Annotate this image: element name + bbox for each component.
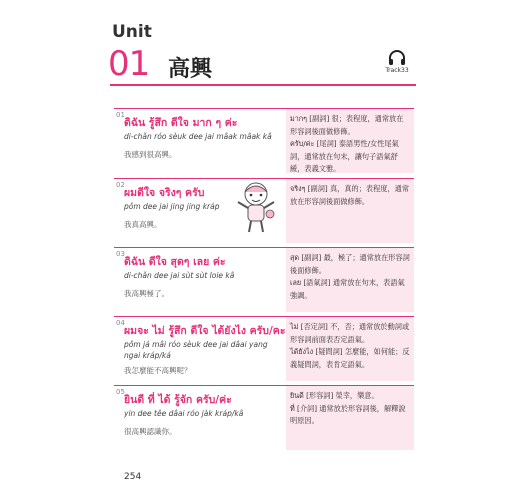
page-number: 254 bbox=[124, 472, 142, 482]
entry-number: 04 bbox=[116, 319, 125, 327]
chinese-translation: 我真高興。 bbox=[124, 220, 162, 229]
mascot-illustration bbox=[234, 180, 278, 234]
vocab-note: ครับ/ค่ะ [尾詞] 泰語男性/女性尾氣詞，通常放在句末，讓句子語氣舒緩，表義文雅。 bbox=[290, 139, 399, 173]
entry-number: 01 bbox=[116, 111, 125, 119]
vocab-notes bbox=[290, 321, 410, 371]
vocab-note: เลย [語氣詞] 通常放在句末，表語氣強調。 bbox=[290, 278, 405, 300]
header-rule bbox=[110, 84, 416, 86]
thai-sentence: ยินดี ที่ ได้ รู้จัก ครับ/ค่ะ bbox=[124, 394, 232, 406]
thai-sentence: ดิฉัน ดีใจ สุดๆ เลย ค่ะ bbox=[124, 256, 226, 268]
vocab-note: มากๆ [副詞] 很；表程度，通常放在形容詞後面做修飾。 bbox=[290, 114, 404, 136]
vocab-note: ไม่ [否定詞] 不，否；通常放於動詞或形容詞前面表否定語氣。 bbox=[290, 322, 410, 344]
vocab-note: ได้ยังไง [疑問詞] 怎麼能，如何能；反義疑問詞，表肯定語氣。 bbox=[290, 347, 410, 369]
thai-sentence: ผมจะ ไม่ รู้สึก ดีใจ ได้ยังไง ครับ/คะ bbox=[124, 325, 286, 337]
chinese-translation: 我怎麼能不高興呢？ bbox=[124, 366, 192, 375]
romanization: pǒm dee jai jing jing kráp bbox=[124, 202, 220, 211]
entry-04 bbox=[114, 316, 414, 381]
romanization: pǒm já mâi róo sèuk dee jai dâai yang ngai kráp/ká bbox=[124, 340, 268, 360]
vocab-note: ยินดี [形容詞] 榮幸，樂意。 bbox=[290, 391, 379, 400]
headphones-icon bbox=[388, 50, 406, 66]
chinese-translation: 我感到很高興。 bbox=[124, 150, 177, 159]
vocab-note: จริงๆ [副詞] 真，真的；表程度，通常放在形容詞後面做修飾。 bbox=[290, 184, 410, 206]
vocab-note: สุด [副詞] 最，極了；通常放在形容詞後面修飾。 bbox=[290, 253, 410, 275]
entry-number: 05 bbox=[116, 388, 125, 396]
chinese-translation: 我高興極了。 bbox=[124, 289, 169, 298]
entry-05 bbox=[114, 385, 414, 450]
entry-01 bbox=[114, 108, 414, 173]
vocab-note: ที่ [介詞] 通常放於形容詞後，解釋說明原因。 bbox=[290, 403, 406, 425]
unit-number: 01 bbox=[108, 44, 150, 84]
entry-number: 02 bbox=[116, 181, 125, 189]
vocab-notes bbox=[290, 113, 410, 176]
romanization: di-chǎn róo sèuk dee jai mâak mâak kâ bbox=[124, 132, 272, 141]
unit-label: Unit bbox=[112, 22, 152, 42]
romanization: yin dee têe dâai róo jàk kráp/kâ bbox=[124, 409, 244, 418]
thai-sentence: ผมดีใจ จริงๆ ครับ bbox=[124, 187, 205, 199]
entry-number: 03 bbox=[116, 250, 125, 258]
unit-title: 高興 bbox=[168, 57, 213, 82]
thai-sentence: ดิฉัน รู้สึก ดีใจ มาก ๆ ค่ะ bbox=[124, 117, 238, 129]
vocab-notes bbox=[290, 252, 410, 302]
vocab-notes bbox=[290, 390, 410, 428]
vocab-notes bbox=[290, 183, 410, 208]
chinese-translation: 很高興認識你。 bbox=[124, 427, 177, 436]
track-label: Track33 bbox=[385, 67, 409, 74]
entry-03 bbox=[114, 247, 414, 312]
romanization: di-chǎn dee jai sùt sùt loie kâ bbox=[124, 271, 235, 280]
audio-track[interactable] bbox=[377, 50, 417, 74]
